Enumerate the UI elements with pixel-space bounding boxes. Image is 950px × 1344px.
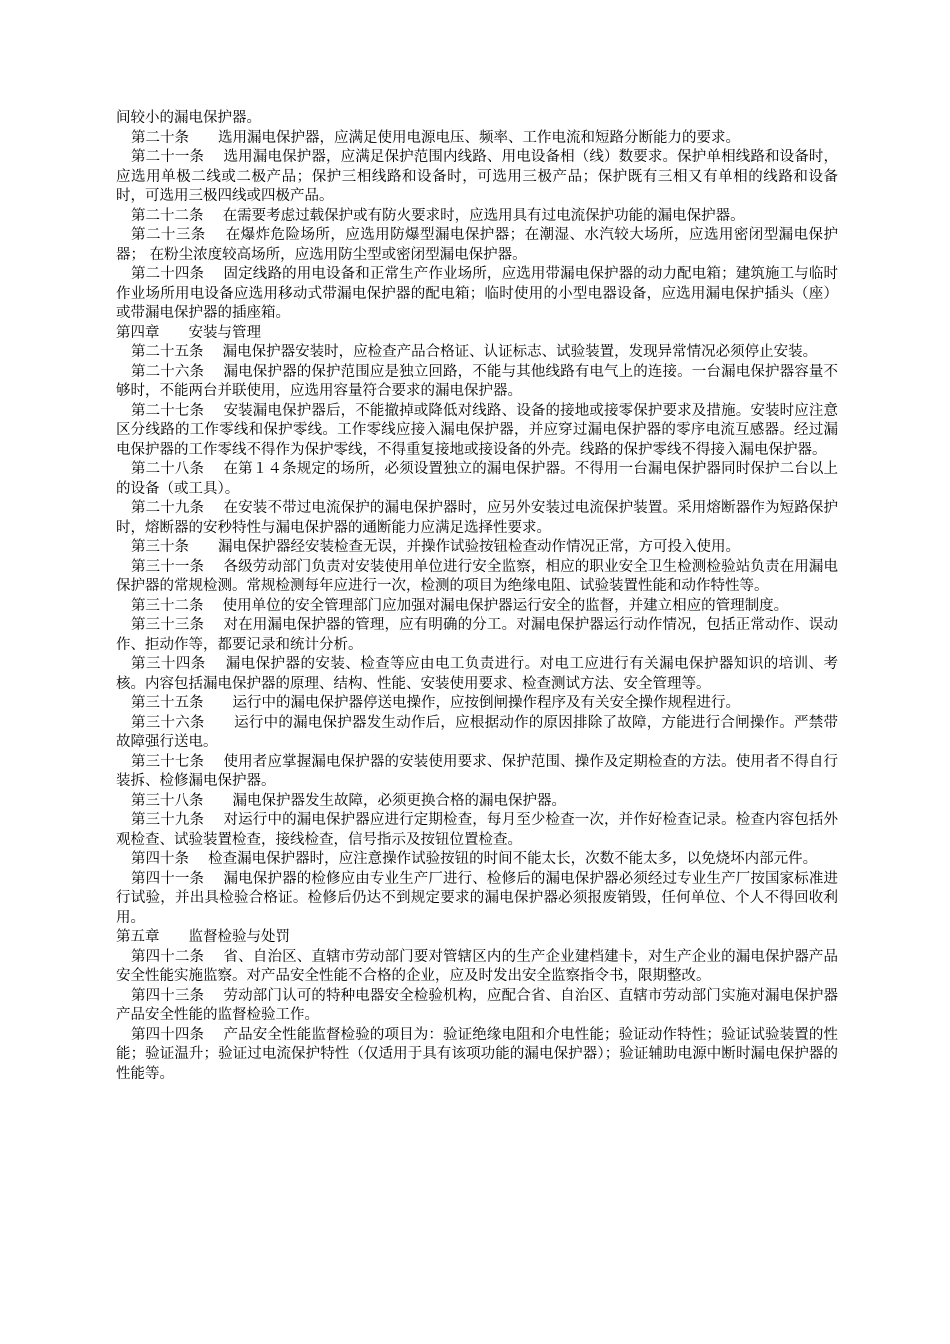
- article-paragraph: 第四十一条 漏电保护器的检修应由专业生产厂进行、检修后的漏电保护器必须经过专业生产厂按国家标准进行试验，并出具检验合格证。检修后仍达不到规定要求的漏电保护器必须报废销毁，任何单位、个人不得回收利用。: [116, 870, 838, 926]
- article-paragraph: 第四十条 检查漏电保护器时，应注意操作试验按钮的时间不能太长，次数不能太多，以免烧坏内部元件。: [131, 851, 818, 867]
- article-paragraph: 第二十七条 安装漏电保护器后，不能撤掉或降低对线路、设备的接地或接零保护要求及措施。安装时应注意区分线路的工作零线和保护零线。工作零线应接入漏电保护器，并应穿过漏电保护器的零序电流互感器。经过漏电保护器的工作零线不得作为保护零线，不得重复接地或接设备的外壳。线路的保护零线不得接入漏电保护器。: [116, 402, 838, 458]
- article-paragraph: 第二十二条 在需要考虑过载保护或有防火要求时，应选用具有过电流保护功能的漏电保护器。: [131, 207, 745, 224]
- article-paragraph: 第三十二条 使用单位的安全管理部门应加强对漏电保护器运行安全的监督，并建立相应的管理制度。: [131, 597, 789, 614]
- article-paragraph: 第三十三条 对在用漏电保护器的管理，应有明确的分工。对漏电保护器运行动作情况，包括正常动作、误动作、拒动作等，都要记录和统计分析。: [116, 617, 838, 653]
- article-paragraph: 第三十九条 对运行中的漏电保护器应进行定期检查，每月至少检查一次，并作好检查记录。检查内容包括外观检查、试验装置检查，接线检查，信号指示及按钮位置检查。: [116, 812, 838, 848]
- document-body: [116, 109, 838, 1084]
- article-paragraph: 第三十五条 运行中的漏电保护器停送电操作，应按倒闸操作程序及有关安全操作规程进行。: [131, 695, 740, 711]
- article-paragraph: 第三十条 漏电保护器经安装检查无误，并操作试验按钮检查动作情况正常，方可投入使用。: [131, 539, 740, 555]
- article-paragraph: 第四十三条 劳动部门认可的特种电器安全检验机构，应配合省、自治区、直辖市劳动部门实施对漏电保护器产品安全性能的监督检验工作。: [116, 987, 838, 1023]
- article-paragraph: 第四十二条 省、自治区、直辖市劳动部门要对管辖区内的生产企业建档建卡，对生产企业的漏电保护器产品安全性能实施监察。对产品安全性能不合格的企业，应及时发出安全监察指令书，限期整改。: [116, 948, 838, 984]
- article-paragraph: 第三十四条 漏电保护器的安装、检查等应由电工负责进行。对电工应进行有关漏电保护器知识的培训、考核。内容包括漏电保护器的原理、结构、性能、安装使用要求、检查测试方法、安全管理等。: [116, 656, 838, 692]
- article-paragraph: 第二十一条 选用漏电保护器，应满足保护范围内线路、用电设备相（线）数要求。保护单相线路和设备时，应选用单极二线或二极产品；保护三相线路和设备时，可选用三极产品；保护既有三相又有单相的线路和设备时，可选用三极四线或四极产品。: [116, 149, 838, 204]
- article-paragraph: 第二十六条 漏电保护器的保护范围应是独立回路，不能与其他线路有电气上的连接。一台漏电保护器容量不够时，不能两台并联使用，应选用容量符合要求的漏电保护器。: [116, 363, 838, 399]
- article-paragraph: 第二十四条 固定线路的用电设备和正常生产作业场所，应选用带漏电保护器的动力配电箱；建筑施工与临时作业场所用电设备应选用移动式带漏电保护器的配电箱；临时使用的小型电器设备，应选用漏电保护插头（座）或带漏电保护器的插座箱。: [116, 266, 838, 321]
- article-paragraph: 第三十一条 各级劳动部门负责对安装使用单位进行安全监察，相应的职业安全卫生检测检验站负责在用漏电保护器的常规检测。常规检测每年应进行一次，检测的项目为绝缘电阻、试验装置性能和动作特性等。: [116, 558, 838, 594]
- article-paragraph: 第四十四条 产品安全性能监督检验的项目为：验证绝缘电阻和介电性能；验证动作特性；验证试验装置的性能；验证温升；验证过电流保护特性（仅适用于具有该项功能的漏电保护器）；验证辅助电源中断时漏电保护器的性能等。: [116, 1026, 838, 1082]
- article-paragraph: 第二十三条 在爆炸危险场所，应选用防爆型漏电保护器；在潮湿、水汽较大场所，应选用密闭型漏电保护器； 在粉尘浓度较高场所，应选用防尘型或密闭型漏电保护器。: [116, 227, 838, 263]
- article-paragraph: 第三十七条 使用者应掌握漏电保护器的安装使用要求、保护范围、操作及定期检查的方法。使用者不得自行装拆、检修漏电保护器。: [116, 753, 838, 789]
- article-paragraph: 第三十六条 运行中的漏电保护器发生动作后，应根据动作的原因排除了故障，方能进行合闸操作。严禁带故障强行送电。: [116, 714, 838, 750]
- article-paragraph: 第二十八条 在第１４条规定的场所，必须设置独立的漏电保护器。不得用一台漏电保护器同时保护二台以上的设备（或工具）。: [116, 461, 838, 497]
- article-paragraph: 第二十九条 在安装不带过电流保护的漏电保护器时，应另外安装过电流保护装置。采用熔断器作为短路保护时，熔断器的安秒特性与漏电保护器的通断能力应满足选择性要求。: [116, 500, 838, 536]
- chapter-heading: 第四章 安装与管理: [116, 324, 261, 341]
- continued-paragraph: 间较小的漏电保护器。: [116, 110, 261, 126]
- article-paragraph: 第二十条 选用漏电保护器，应满足使用电源电压、频率、工作电流和短路分断能力的要求。: [131, 129, 740, 146]
- article-paragraph: 第二十五条 漏电保护器安装时，应检查产品合格证、认证标志、试验装置，发现异常情况必须停止安装。: [131, 344, 818, 360]
- article-paragraph: 第三十八条 漏电保护器发生故障，必须更换合格的漏电保护器。: [131, 792, 566, 809]
- chapter-heading: 第五章 监督检验与处罚: [116, 929, 290, 945]
